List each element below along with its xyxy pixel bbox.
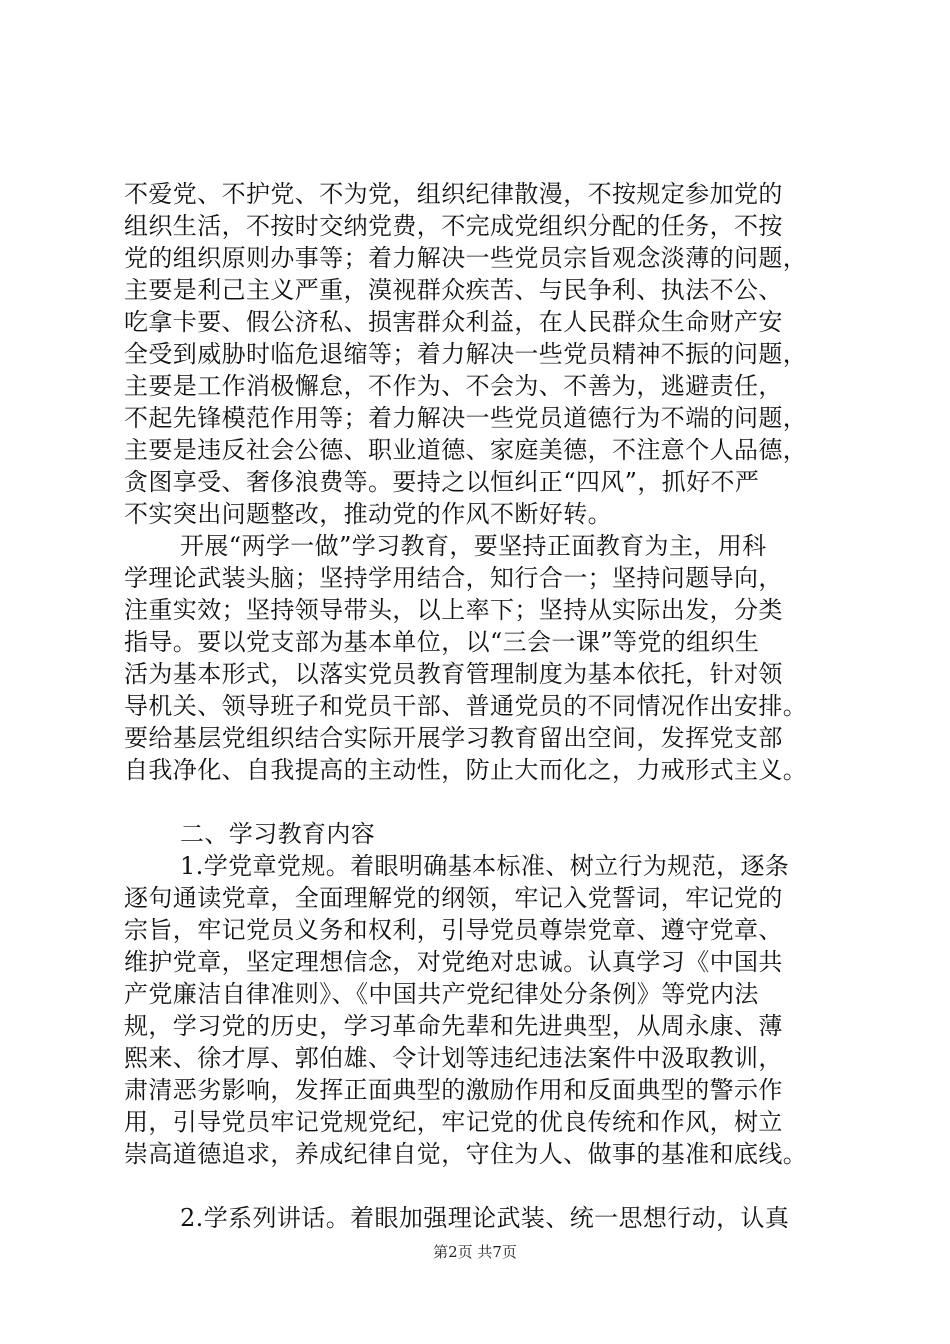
text-line: 组织生活，不按时交纳党费，不完成党组织分配的任务，不按 (124, 212, 783, 240)
page-number-footer: 第2页 共7页 (433, 1243, 517, 1261)
text-line: 不实突出问题整改，推动党的作风不断好转。 (124, 500, 612, 528)
text-line: 自我净化、自我提高的主动性，防止大而化之，力戒形式主义。 (124, 756, 808, 784)
paragraph-start-line: 开展“两学一做”学习教育，要坚持正面教育为主，用科 (180, 532, 767, 560)
text-line: 熙来、徐才厚、郭伯雄、令计划等违纪违法案件中汲取教训， (124, 1044, 783, 1072)
text-line: 吃拿卡要、假公济私、损害群众利益，在人民群众生命财产安 (124, 308, 783, 336)
text-line: 主要是利己主义严重，漠视群众疾苦、与民争利、执法不公、 (124, 276, 783, 304)
text-line: 贪图享受、奢侈浪费等。要持之以恒纠正“四风”，抓好不严 (124, 468, 760, 496)
section-heading: 二、学习教育内容 (180, 820, 376, 848)
text-line: 不爱党、不护党、不为党，组织纪律散漫，不按规定参加党的 (124, 180, 783, 208)
text-line: 肃清恶劣影响，发挥正面典型的激励作用和反面典型的警示作 (124, 1076, 783, 1104)
text-line: 不起先锋模范作用等；着力解决一些党员道德行为不端的问题， (124, 404, 808, 432)
text-line: 学理论武装头脑；坚持学用结合，知行合一；坚持问题导向， (124, 564, 783, 592)
text-line: 要给基层党组织结合实际开展学习教育留出空间，发挥党支部 (124, 724, 783, 752)
text-line: 党的组织原则办事等；着力解决一些党员宗旨观念淡薄的问题， (124, 244, 808, 272)
paragraph-start-line: 2.学系列讲话。着眼加强理论武装、统一思想行动，认真 (180, 1204, 790, 1232)
text-line: 产党廉洁自律准则》、《中国共产党纪律处分条例》等党内法 (124, 980, 759, 1008)
text-line: 主要是违反社会公德、职业道德、家庭美德，不注意个人品德， (124, 436, 808, 464)
text-line: 活为基本形式，以落实党员教育管理制度为基本依托，针对领 (124, 660, 783, 688)
text-line: 主要是工作消极懈怠，不作为、不会为、不善为，逃避责任， (124, 372, 783, 400)
text-line: 逐句通读党章，全面理解党的纲领，牢记入党誓词，牢记党的 (124, 884, 783, 912)
text-line: 用，引导党员牢记党规党纪，牢记党的优良传统和作风，树立 (124, 1108, 783, 1136)
paragraph-start-line: 1.学党章党规。着眼明确基本标准、树立行为规范，逐条 (180, 852, 790, 880)
text-line: 全受到威胁时临危退缩等；着力解决一些党员精神不振的问题， (124, 340, 808, 368)
text-line: 导机关、领导班子和党员干部、普通党员的不同情况作出安排。 (124, 692, 808, 720)
text-line: 注重实效；坚持领导带头，以上率下；坚持从实际出发，分类 (124, 596, 783, 624)
text-line: 崇高道德追求，养成纪律自觉，守住为人、做事的基准和底线。 (124, 1140, 808, 1168)
text-line: 规，学习党的历史，学习革命先辈和先进典型，从周永康、薄 (124, 1012, 783, 1040)
text-line: 指导。要以党支部为基本单位，以“三会一课”等党的组织生 (124, 628, 760, 656)
text-line: 宗旨，牢记党员义务和权利，引导党员尊崇党章、遵守党章、 (124, 916, 783, 944)
text-line: 维护党章，坚定理想信念，对党绝对忠诚。认真学习《中国共 (124, 948, 783, 976)
